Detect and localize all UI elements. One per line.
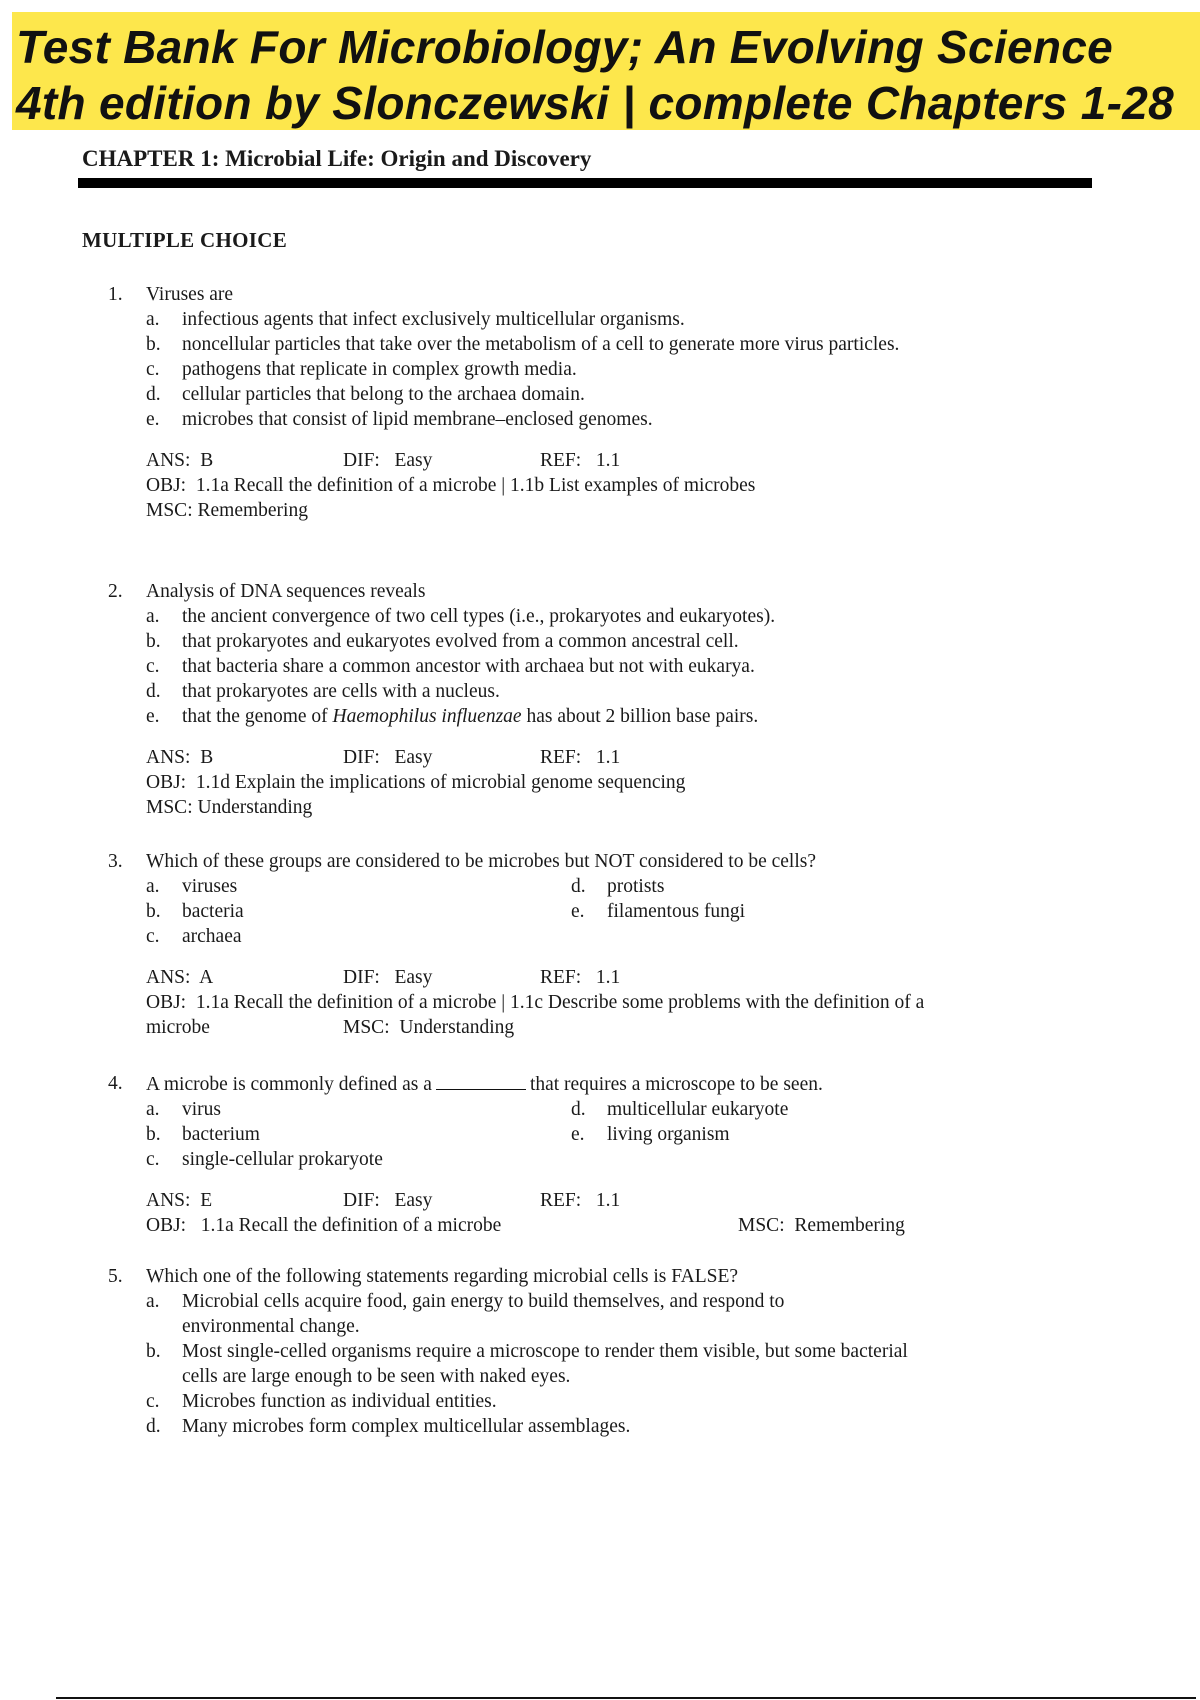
page-bottom-rule <box>56 1697 1196 1699</box>
option-b <box>146 629 1068 654</box>
difficulty-field <box>343 448 540 473</box>
option-e <box>571 1122 991 1147</box>
obj-field <box>146 1213 738 1238</box>
option-text: bacteria <box>182 901 244 922</box>
msc-label: MSC: <box>343 1017 390 1038</box>
option-text: microbes that consist of lipid membrane–enclosed genomes. <box>182 409 653 430</box>
option-text: virus <box>182 1099 221 1120</box>
dif-label: DIF: <box>343 1190 380 1211</box>
msc-value: Remembering <box>197 500 308 521</box>
option-text: noncellular particles that take over the metabolism of a cell to generate more virus particles. <box>182 334 900 355</box>
ref-value: 1.1 <box>595 1190 621 1211</box>
option-letter: c. <box>146 656 160 677</box>
ans-value: B <box>200 450 214 471</box>
option-letter: e. <box>146 409 160 430</box>
stem-after-blank: that requires a microscope to be seen. <box>529 1074 823 1095</box>
option-letter: b. <box>146 334 161 355</box>
answer-field <box>146 745 343 770</box>
obj-continuation: microbe <box>146 1017 210 1038</box>
difficulty-field <box>343 745 540 770</box>
dif-value: Easy <box>394 450 433 471</box>
option-letter: a. <box>146 309 160 330</box>
ref-value: 1.1 <box>595 450 621 471</box>
answer-metadata <box>146 448 1068 523</box>
option-e <box>146 704 1068 729</box>
ans-label: ANS: <box>146 967 191 988</box>
difficulty-field <box>343 965 540 990</box>
reference-field <box>540 1188 620 1213</box>
ans-value: E <box>200 1190 213 1211</box>
obj-label: OBJ: <box>146 992 187 1013</box>
msc-value: Understanding <box>197 797 313 818</box>
msc-field <box>738 1213 905 1238</box>
option-text: infectious agents that infect exclusively multicellular organisms. <box>182 309 685 330</box>
answer-metadata <box>146 1188 1068 1238</box>
option-d <box>146 1414 1068 1439</box>
title-banner <box>12 12 1200 130</box>
option-letter: d. <box>146 681 161 702</box>
option-a <box>146 1289 886 1339</box>
options-list <box>146 604 1068 729</box>
option-c <box>146 357 1068 382</box>
ans-value: B <box>200 747 214 768</box>
option-text-after: has about 2 billion base pairs. <box>521 706 759 727</box>
obj-value: 1.1d Explain the implications of microbial genome sequencing <box>195 772 686 793</box>
option-e <box>571 899 991 924</box>
option-d <box>146 382 1068 407</box>
reference-field <box>540 745 620 770</box>
options-list <box>146 874 1068 949</box>
question-stem: Which of these groups are considered to be microbes but NOT considered to be cells? <box>146 851 817 872</box>
option-letter: d. <box>571 876 586 897</box>
answer-metadata <box>146 745 1068 820</box>
option-text <box>182 704 1068 729</box>
option-a <box>146 307 1068 332</box>
question-1 <box>108 282 1068 523</box>
option-letter: c. <box>146 359 160 380</box>
obj-label: OBJ: <box>146 1215 187 1236</box>
reference-field <box>540 965 620 990</box>
option-text: Many microbes form complex multicellular assemblages. <box>182 1416 631 1437</box>
option-b <box>146 1339 946 1389</box>
options-list <box>146 1097 1068 1172</box>
option-text: Microbes function as individual entities. <box>182 1391 497 1412</box>
obj-label: OBJ: <box>146 475 187 496</box>
msc-field <box>343 1015 514 1040</box>
option-letter: d. <box>146 384 161 405</box>
answer-field <box>146 1188 343 1213</box>
option-text: protists <box>607 876 665 897</box>
fill-in-blank <box>436 1071 526 1090</box>
option-text: cellular particles that belong to the archaea domain. <box>182 384 585 405</box>
option-letter: e. <box>146 706 160 727</box>
option-letter: a. <box>146 876 160 897</box>
option-text-before: that the genome of <box>182 706 333 727</box>
obj-value: 1.1a Recall the definition of a microbe | 1.1c Describe some problems with the definition of a <box>195 992 925 1013</box>
option-text: bacterium <box>182 1124 260 1145</box>
dif-label: DIF: <box>343 450 380 471</box>
option-letter: b. <box>146 901 161 922</box>
ref-value: 1.1 <box>595 747 621 768</box>
option-letter: a. <box>146 1099 160 1120</box>
option-a <box>146 874 571 899</box>
option-b <box>146 1122 571 1147</box>
msc-label: MSC: <box>146 500 193 521</box>
question-number: 5. <box>108 1266 123 1287</box>
option-d <box>571 1097 991 1122</box>
option-text: that bacteria share a common ancestor with archaea but not with eukarya. <box>182 656 755 677</box>
option-text: the ancient convergence of two cell types (i.e., prokaryotes and eukaryotes). <box>182 606 776 627</box>
species-name: Haemophilus influenzae <box>332 706 522 727</box>
obj-label: OBJ: <box>146 772 187 793</box>
answer-field <box>146 448 343 473</box>
question-2 <box>108 579 1068 820</box>
question-number: 3. <box>108 851 123 872</box>
option-d <box>571 874 991 899</box>
option-text: filamentous fungi <box>607 901 746 922</box>
ref-label: REF: <box>540 967 582 988</box>
question-3 <box>108 849 1068 1040</box>
reference-field <box>540 448 620 473</box>
msc-label: MSC: <box>738 1215 785 1236</box>
option-letter: a. <box>146 1291 160 1312</box>
chapter-title: CHAPTER 1: Microbial Life: Origin and Discovery <box>82 146 592 171</box>
option-letter: b. <box>146 1341 161 1362</box>
question-4 <box>108 1071 1068 1238</box>
obj-value: 1.1a Recall the definition of a microbe <box>200 1215 502 1236</box>
option-text: that prokaryotes are cells with a nucleus. <box>182 681 500 702</box>
dif-value: Easy <box>394 747 433 768</box>
option-e <box>146 407 1068 432</box>
msc-value: Understanding <box>399 1017 515 1038</box>
banner-title-line-2: 4th edition by Slonczewski | complete Chapters 1-28 <box>16 77 1175 129</box>
option-text: multicellular eukaryote <box>607 1099 789 1120</box>
ans-label: ANS: <box>146 747 191 768</box>
option-text: Microbial cells acquire food, gain energy to build themselves, and respond to environmental change. <box>182 1291 785 1337</box>
question-number: 4. <box>108 1073 123 1094</box>
option-c <box>146 1389 1068 1414</box>
dif-label: DIF: <box>343 967 380 988</box>
answer-metadata <box>146 965 1068 1040</box>
option-text: Most single-celled organisms require a microscope to render them visible, but some bacterial cells are large enough to be seen with naked eyes. <box>182 1341 908 1387</box>
dif-value: Easy <box>394 967 433 988</box>
chapter-divider <box>78 178 1092 188</box>
difficulty-field <box>343 1188 540 1213</box>
dif-value: Easy <box>394 1190 433 1211</box>
ans-label: ANS: <box>146 1190 191 1211</box>
option-b <box>146 332 926 357</box>
ans-value: A <box>199 967 214 988</box>
option-c <box>146 1147 571 1172</box>
question-5 <box>108 1264 1068 1439</box>
option-letter: b. <box>146 1124 161 1145</box>
option-b <box>146 899 571 924</box>
option-text: archaea <box>182 926 242 947</box>
stem-before-blank: A microbe is commonly defined as a <box>146 1074 432 1095</box>
option-letter: e. <box>571 1124 585 1145</box>
dif-label: DIF: <box>343 747 380 768</box>
option-letter: d. <box>146 1416 161 1437</box>
option-letter: c. <box>146 1391 160 1412</box>
option-letter: c. <box>146 1149 160 1170</box>
option-text: pathogens that replicate in complex growth media. <box>182 359 577 380</box>
option-letter: e. <box>571 901 585 922</box>
question-stem: Analysis of DNA sequences reveals <box>146 581 426 602</box>
option-d <box>146 679 1068 704</box>
msc-value: Remembering <box>794 1215 905 1236</box>
option-letter: c. <box>146 926 160 947</box>
question-number: 2. <box>108 581 123 602</box>
section-heading: MULTIPLE CHOICE <box>82 228 288 252</box>
ref-value: 1.1 <box>595 967 621 988</box>
ans-label: ANS: <box>146 450 191 471</box>
ref-label: REF: <box>540 450 582 471</box>
options-list <box>146 1289 1068 1439</box>
option-letter: a. <box>146 606 160 627</box>
question-stem: Which one of the following statements regarding microbial cells is FALSE? <box>146 1266 739 1287</box>
answer-field <box>146 965 343 990</box>
option-c <box>146 654 1068 679</box>
option-text: viruses <box>182 876 238 897</box>
option-text: that prokaryotes and eukaryotes evolved from a common ancestral cell. <box>182 631 739 652</box>
option-letter: b. <box>146 631 161 652</box>
ref-label: REF: <box>540 747 582 768</box>
option-text: single-cellular prokaryote <box>182 1149 383 1170</box>
msc-label: MSC: <box>146 797 193 818</box>
option-letter: d. <box>571 1099 586 1120</box>
option-c <box>146 924 571 949</box>
option-a <box>146 604 1068 629</box>
options-list <box>146 307 1068 432</box>
obj-value: 1.1a Recall the definition of a microbe | 1.1b List examples of microbes <box>195 475 756 496</box>
option-a <box>146 1097 571 1122</box>
banner-title-line-1: Test Bank For Microbiology; An Evolving Science <box>16 21 1113 73</box>
ref-label: REF: <box>540 1190 582 1211</box>
question-number: 1. <box>108 284 123 305</box>
option-text: living organism <box>607 1124 730 1145</box>
question-stem: Viruses are <box>146 284 234 305</box>
question-stem <box>146 1071 823 1097</box>
